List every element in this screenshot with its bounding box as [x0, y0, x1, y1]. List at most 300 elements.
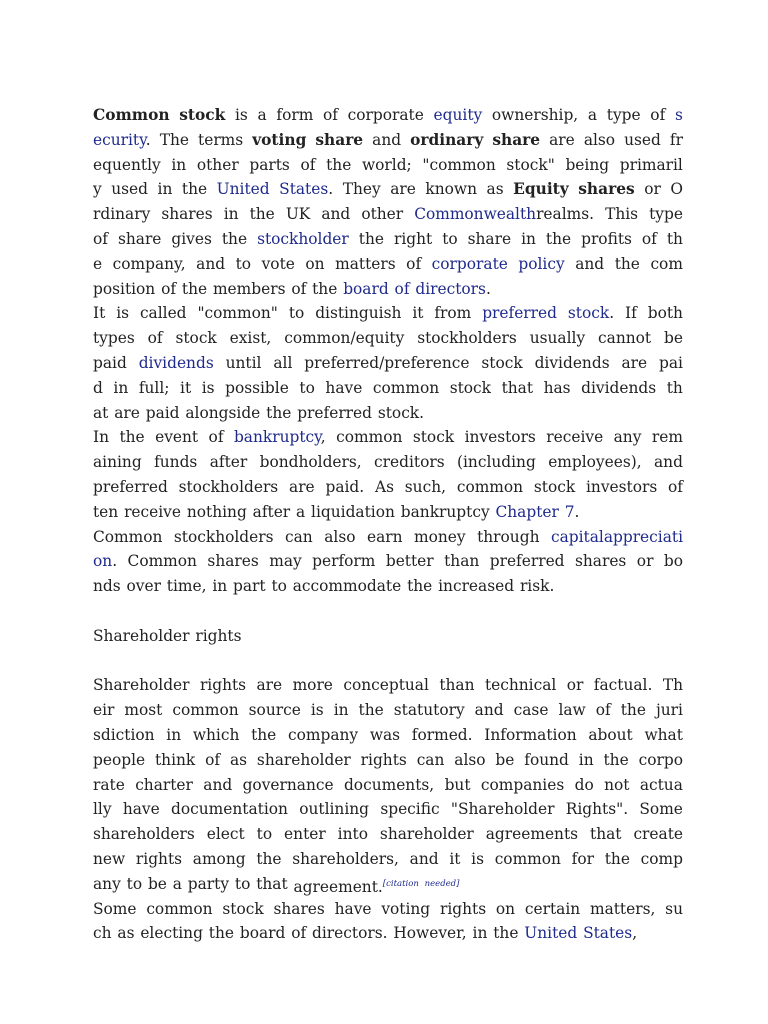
word: [111, 177, 148, 202]
text-run: type: [649, 205, 683, 224]
text-run: Shareholder: [93, 676, 190, 695]
word: [513, 177, 569, 202]
text-run: statutory: [393, 701, 465, 720]
text-run: rights: [360, 750, 407, 769]
text-run: the: [181, 279, 208, 298]
word: [311, 698, 324, 723]
word: [413, 425, 454, 450]
word: [605, 847, 630, 872]
text-run: d: [93, 378, 103, 397]
text-run: UK: [285, 205, 311, 224]
text-run: as: [486, 180, 504, 199]
word: [401, 500, 490, 525]
text-run: most: [124, 701, 163, 720]
word: [289, 301, 304, 326]
text-run: stock: [533, 477, 576, 496]
word: [93, 301, 105, 326]
word: [380, 797, 439, 822]
word: [175, 326, 216, 351]
word: [615, 252, 640, 277]
text-run: was: [369, 725, 401, 744]
text-run: investors: [464, 428, 536, 447]
word: [154, 450, 197, 475]
wiki-link[interactable]: 7: [564, 502, 575, 521]
paragraph: [93, 301, 683, 425]
text-run: distinguish: [315, 304, 402, 323]
text-run: after: [252, 502, 291, 521]
word: [249, 153, 289, 178]
word: [664, 326, 683, 351]
word: [362, 153, 412, 178]
word: [312, 549, 375, 574]
text-run: "common: [422, 155, 496, 174]
text-line: [93, 277, 683, 302]
word: [485, 673, 556, 698]
text-line: [93, 401, 683, 426]
text-run: specific: [380, 800, 440, 819]
text-run: factual.: [593, 676, 653, 695]
word: [451, 797, 555, 822]
word: [495, 748, 514, 773]
text-run: over: [126, 577, 161, 596]
text-run: to: [288, 304, 305, 323]
word: [209, 425, 224, 450]
word: [380, 822, 474, 847]
text-run: are: [114, 403, 140, 422]
wiki-link[interactable]: capitalappreciati: [550, 527, 683, 546]
word: [584, 128, 615, 153]
word: [663, 673, 683, 698]
text-run: employees),: [548, 453, 642, 472]
word: [343, 277, 389, 302]
word: [260, 450, 362, 475]
text-run: e: [93, 254, 103, 273]
text-run: Shareholder: [93, 626, 190, 645]
word: [381, 897, 430, 922]
word: [205, 748, 220, 773]
wiki-link[interactable]: Commonwealth: [414, 205, 537, 224]
word: [572, 847, 594, 872]
word: [207, 822, 245, 847]
text-run: in: [212, 577, 228, 596]
text-run: is: [235, 106, 248, 124]
word: [262, 252, 295, 277]
text-run: Rights".: [565, 800, 629, 819]
paragraph: [93, 673, 683, 896]
text-line: [93, 128, 683, 153]
word: [296, 500, 305, 525]
wiki-link[interactable]: Chapter: [495, 502, 559, 521]
text-run: in: [223, 205, 239, 224]
word: [598, 326, 651, 351]
word: [235, 103, 248, 128]
word: [273, 351, 292, 376]
text-run: documentation: [171, 800, 288, 819]
text-run: juri: [655, 701, 683, 720]
bold-term: share: [492, 130, 541, 149]
word: [286, 202, 310, 227]
text-run: .: [609, 304, 615, 323]
word: [128, 549, 197, 574]
text-run: of: [668, 477, 683, 496]
text-line: [93, 376, 683, 401]
text-run: governance: [242, 775, 334, 794]
text-run: O: [670, 180, 683, 199]
word: [518, 252, 564, 277]
word: [665, 897, 683, 922]
word: [477, 525, 539, 550]
word: [495, 847, 561, 872]
text-run: and: [575, 254, 605, 273]
text-run: increased: [438, 577, 515, 596]
wiki-link[interactable]: stockholder: [257, 229, 349, 248]
text-run: cannot: [598, 329, 652, 348]
wiki-link[interactable]: s: [674, 106, 683, 124]
wiki-link[interactable]: United: [524, 924, 578, 943]
text-run: is: [116, 304, 130, 323]
text-run: elect: [206, 825, 245, 844]
word: [226, 351, 262, 376]
wiki-link[interactable]: ecurity: [93, 130, 146, 149]
word: [343, 673, 429, 698]
word: [415, 277, 490, 302]
text-run: stock.: [377, 403, 425, 422]
text-run: known: [425, 180, 477, 199]
word: [222, 897, 263, 922]
text-run: su: [665, 899, 683, 918]
text-line: [93, 872, 683, 897]
word: [414, 525, 466, 550]
word: [146, 401, 180, 426]
word: [212, 574, 227, 599]
word: [224, 202, 239, 227]
word: [174, 525, 274, 550]
word: [230, 326, 272, 351]
text-line: [93, 748, 683, 773]
text-run: matters: [335, 254, 396, 273]
text-run: rights: [195, 626, 242, 645]
text-run: of: [208, 428, 224, 447]
word: [614, 425, 642, 450]
wiki-link[interactable]: States: [583, 924, 633, 943]
word: [471, 847, 484, 872]
word: [641, 847, 683, 872]
text-run: than: [444, 552, 480, 571]
word: [182, 177, 207, 202]
text-run: the: [221, 229, 248, 248]
bold-term: shares: [578, 180, 635, 199]
word: [407, 574, 432, 599]
text-run: company: [288, 725, 359, 744]
word: [675, 103, 683, 128]
wiki-link[interactable]: corporate: [431, 254, 508, 273]
word: [644, 723, 682, 748]
text-line: [93, 897, 683, 922]
word: [203, 773, 232, 798]
text-run: of: [93, 229, 108, 248]
text-run: risk.: [519, 577, 555, 596]
word: [496, 897, 515, 922]
word: [596, 698, 611, 723]
text-run: common/equity: [284, 329, 405, 348]
word: [193, 723, 240, 748]
text-run: for: [571, 849, 594, 868]
text-run: common: [336, 428, 403, 447]
word: [213, 277, 286, 302]
word: [493, 921, 518, 946]
text-run: liquidation: [311, 502, 395, 521]
word: [590, 822, 621, 847]
word: [93, 128, 151, 153]
word: [93, 525, 162, 550]
text-run: preferred: [489, 552, 565, 571]
wiki-link[interactable]: on: [93, 552, 113, 571]
text-line: [93, 153, 683, 178]
text-run: be: [147, 874, 167, 893]
word: [217, 177, 270, 202]
word: [558, 698, 585, 723]
word: [161, 202, 212, 227]
word: [637, 549, 654, 574]
text-run: stock: [222, 899, 264, 918]
text-run: Common: [93, 527, 163, 546]
word: [197, 301, 277, 326]
text-run: the: [358, 229, 384, 248]
text-run: a: [587, 106, 598, 124]
text-run: com: [650, 254, 683, 273]
text-run: are: [621, 353, 648, 372]
document-body: [93, 103, 683, 946]
word: [534, 475, 575, 500]
text-run: preferred: [297, 403, 372, 422]
text-run: party: [187, 874, 230, 893]
word: [161, 277, 176, 302]
text-run: terms: [198, 130, 244, 149]
text-run: lly: [93, 800, 112, 819]
word: [93, 153, 161, 178]
word: [648, 301, 683, 326]
wiki-link[interactable]: bankruptcy: [233, 428, 321, 447]
text-run: "Shareholder: [450, 800, 555, 819]
word: [225, 376, 289, 401]
word: [256, 872, 287, 897]
word: [664, 549, 683, 574]
word: [233, 574, 266, 599]
word: [625, 301, 637, 326]
word: [93, 748, 145, 773]
text-run: common: [372, 378, 440, 397]
wiki-link[interactable]: of: [394, 279, 410, 298]
wiki-link[interactable]: equity: [433, 106, 483, 124]
text-run: comp: [640, 849, 683, 868]
text-run: any: [93, 874, 121, 893]
text-run: Some: [639, 800, 683, 819]
text-run: stock: [412, 428, 455, 447]
word: [196, 252, 225, 277]
text-run: and: [409, 849, 439, 868]
word: [568, 301, 614, 326]
text-run: th: [666, 378, 683, 397]
word: [93, 227, 108, 252]
text-run: Some: [93, 899, 137, 918]
text-run: in: [166, 725, 182, 744]
word: [475, 698, 504, 723]
word: [222, 227, 247, 252]
word: [521, 227, 536, 252]
word: [93, 897, 137, 922]
text-run: the: [181, 180, 208, 199]
word: [193, 847, 246, 872]
text-run: conceptual: [343, 676, 429, 695]
word: [487, 177, 504, 202]
text-run: In: [93, 428, 109, 447]
text-run: the: [312, 279, 338, 298]
wiki-link[interactable]: dividends: [138, 353, 214, 372]
text-run: rights: [439, 899, 487, 918]
word: [299, 376, 314, 401]
text-run: common: [172, 701, 239, 720]
word: [374, 450, 445, 475]
word: [410, 128, 483, 153]
word: [644, 177, 661, 202]
word: [182, 277, 207, 302]
word: [449, 847, 460, 872]
word: [668, 475, 683, 500]
text-run: paid.: [325, 477, 365, 496]
word: [605, 202, 638, 227]
bold-term: ordinary: [410, 130, 484, 149]
word: [113, 376, 128, 401]
text-line: [93, 326, 683, 351]
word: [266, 401, 291, 426]
word: [93, 549, 117, 574]
text-run: alongside: [185, 403, 261, 422]
citation-needed[interactable]: needed]: [424, 878, 460, 889]
text-line: [93, 822, 683, 847]
text-run: dividends: [581, 378, 657, 397]
word: [93, 921, 112, 946]
text-run: "common": [197, 304, 278, 323]
word: [425, 872, 460, 897]
word: [315, 301, 401, 326]
word: [650, 103, 665, 128]
word: [202, 376, 215, 401]
wiki-link[interactable]: preferred: [482, 304, 557, 323]
paragraph-gap: [93, 599, 683, 624]
text-run: both: [647, 304, 683, 323]
word: [321, 202, 350, 227]
text-run: rem: [651, 428, 683, 447]
text-run: through: [477, 527, 540, 546]
text-run: at: [93, 403, 109, 422]
text-run: ,: [320, 428, 326, 447]
wiki-link[interactable]: policy: [518, 254, 565, 273]
word: [567, 673, 584, 698]
word: [492, 103, 578, 128]
text-run: to: [235, 254, 252, 273]
wiki-link[interactable]: directors: [415, 279, 486, 298]
paragraph-gap: [93, 649, 683, 674]
word: [93, 698, 114, 723]
word: [490, 549, 565, 574]
word: [394, 227, 432, 252]
text-line: [93, 351, 683, 376]
text-run: eir: [93, 701, 115, 720]
text-run: shareholder: [256, 750, 351, 769]
word: [179, 103, 225, 128]
text-run: that: [590, 825, 622, 844]
text-run: stock: [175, 329, 217, 348]
text-run: share: [467, 229, 512, 248]
wiki-link[interactable]: stock: [567, 304, 610, 323]
text-line: [93, 425, 683, 450]
word: [93, 574, 121, 599]
text-run: technical: [484, 676, 557, 695]
word: [375, 475, 394, 500]
word: [525, 897, 580, 922]
text-run: the: [208, 924, 235, 943]
word: [253, 500, 291, 525]
word: [438, 574, 514, 599]
word: [271, 574, 286, 599]
text-run: be: [663, 329, 683, 348]
citation-needed[interactable]: [citation: [382, 878, 419, 889]
word: [210, 450, 248, 475]
word: [359, 227, 384, 252]
word: [293, 574, 401, 599]
text-run: accommodate: [292, 577, 402, 596]
word: [93, 277, 155, 302]
word: [304, 351, 469, 376]
text-run: outlining: [299, 800, 370, 819]
text-run: new: [93, 849, 126, 868]
word: [114, 401, 140, 426]
word: [276, 103, 313, 128]
word: [372, 128, 401, 153]
word: [482, 301, 557, 326]
word: [406, 252, 421, 277]
text-run: pai: [659, 353, 683, 372]
word: [185, 401, 260, 426]
wiki-link[interactable]: board: [343, 279, 389, 298]
text-line: [93, 525, 683, 550]
word: [117, 921, 134, 946]
word: [457, 450, 536, 475]
text-run: enter: [284, 825, 326, 844]
text-run: until: [225, 353, 262, 372]
text-run: shares: [161, 205, 213, 224]
text-run: They: [342, 180, 381, 199]
wiki-link[interactable]: States: [279, 180, 329, 199]
text-run: funds: [154, 453, 198, 472]
text-run: nds: [93, 577, 121, 596]
bold-term: Equity: [513, 180, 569, 199]
word: [284, 326, 404, 351]
text-run: .: [112, 552, 118, 571]
text-run: As: [374, 477, 394, 496]
wiki-link[interactable]: United: [216, 180, 270, 199]
paragraph: [93, 425, 683, 524]
text-run: formed.: [411, 725, 473, 744]
text-run: nothing: [186, 502, 247, 521]
text-run: agreement.: [293, 877, 383, 896]
text-run: fr: [669, 130, 683, 149]
text-run: it: [449, 849, 461, 868]
word: [575, 252, 604, 277]
word: [269, 549, 301, 574]
text-line: [93, 847, 683, 872]
word: [588, 103, 597, 128]
